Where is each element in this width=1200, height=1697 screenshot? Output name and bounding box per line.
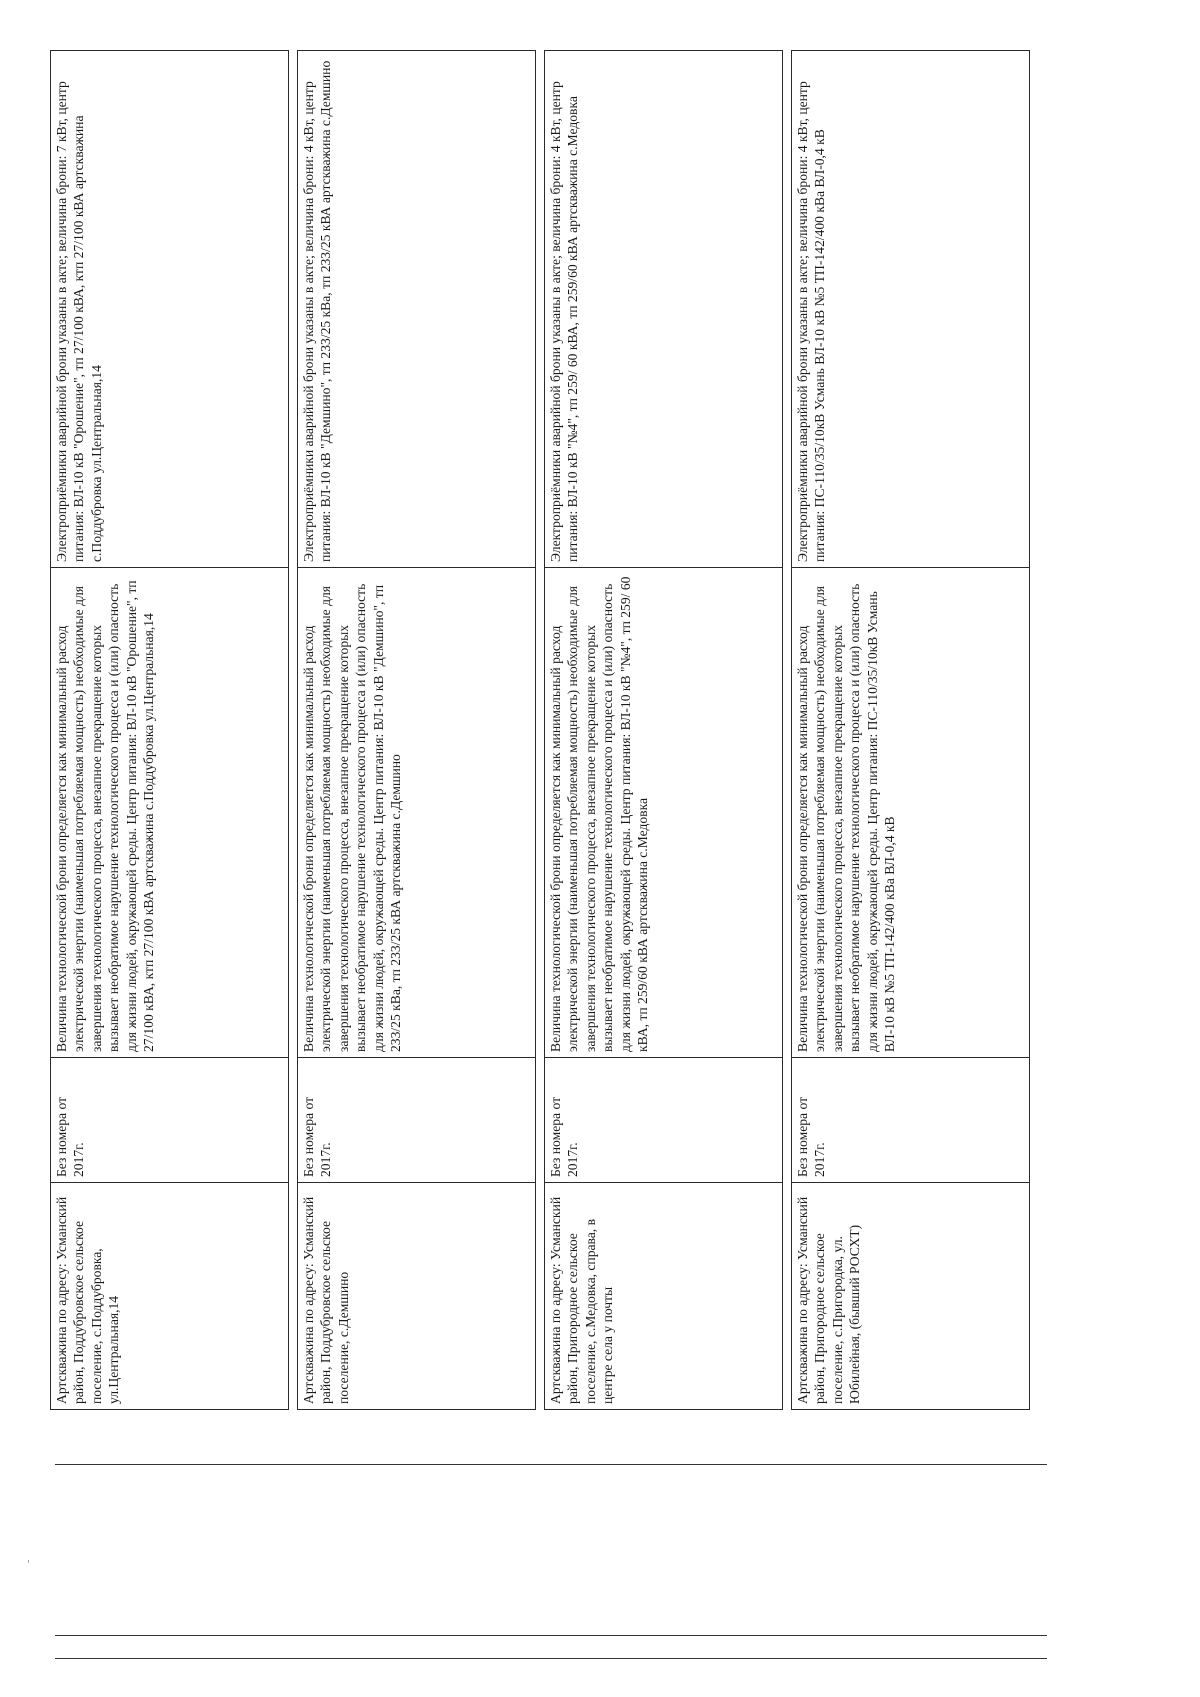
table-row — [791, 50, 1030, 1410]
tech-reserve-cell: Величина технологической брони определяется как минимальный расход электрической энергии (наименьшая потребляемая мощность) необходимые для завершения технологического процесса, внезапное прекращение которых вызывает необратимое нарушение технологического процесса и (или) опасность для жизни людей, окружающей среды. Центр питания: ВЛ-10 кВ "№4", тп 259/ 60 кВА, тп 259/60 кВА артскважина с.Медовка — [545, 568, 782, 1058]
tech-reserve-cell: Величина технологической брони определяется как минимальный расход электрической энергии (наименьшая потребляемая мощность) необходимые для завершения технологического процесса, внезапное прекращение которых вызывает необратимое нарушение технологического процесса и (или) опасность для жизни людей, окружающей среды. Центр питания: ВЛ-10 кВ "Орошение", тп 27/100 кВА, ктп 27/100 кВА артскважина с.Поддубровка ул.Центральная,14 — [51, 568, 288, 1058]
emergency-reserve-cell: Электроприёмники аварийной брони указаны в акте; величина брони: 4 кВт, центр питания: ПС-110/35/10кВ Усмань ВЛ-10 кВ №5 ТП-142/400 кВа ВЛ-0,4 кВ — [792, 49, 1029, 568]
tech-reserve-cell: Величина технологической брони определяется как минимальный расход электрической энергии (наименьшая потребляемая мощность) необходимые для завершения технологического процесса, внезапное прекращение которых вызывает необратимое нарушение технологического процесса и (или) опасность для жизни людей, окружающей среды. Центр питания: ВЛ-10 кВ "Демшино", тп 233/25 кВа, тп 233/25 кВА артскважина с.Демшино — [298, 568, 535, 1058]
rule-line — [55, 1635, 1047, 1636]
scan-mark — [28, 1560, 29, 1563]
table-row — [544, 50, 783, 1410]
table-row — [297, 50, 536, 1410]
rule-line — [55, 1658, 1047, 1659]
rotated-page-content — [50, 50, 1030, 1410]
document-cell: Без номера от 2017г. — [545, 1058, 782, 1183]
document-cell: Без номера от 2017г. — [298, 1058, 535, 1183]
table-row — [50, 50, 289, 1410]
tech-reserve-cell: Величина технологической брони определяется как минимальный расход электрической энергии (наименьшая потребляемая мощность) необходимые для завершения технологического процесса, внезапное прекращение которых вызывает необратимое нарушение технологического процесса и (или) опасность для жизни людей, окружающей среды. Центр питания: ПС-110/35/10кВ Усмань ВЛ-10 кВ №5 ТП-142/400 кВа ВЛ-0,4 кВ — [792, 568, 1029, 1058]
rule-line — [55, 1464, 1047, 1465]
document-cell: Без номера от 2017г. — [792, 1058, 1029, 1183]
document-cell: Без номера от 2017г. — [51, 1058, 288, 1183]
object-address-cell: Артскважина по адресу: Усманский район, Пригородное сельское поселение, с.Пригородка, ул. Юбилейная, (бывший РОСХТ) — [795, 1196, 863, 1404]
object-address-cell: Артскважина по адресу: Усманский район, Поддубровское сельское поселение, с.Поддубровка, ул.Центральная,14 — [54, 1196, 122, 1404]
emergency-reserve-cell: Электроприёмники аварийной брони указаны в акте; величина брони: 4 кВт, центр питания: ВЛ-10 кВ "Демшино", тп 233/25 кВа, тп 233/25 кВА артскважина с.Демшино — [298, 49, 535, 568]
object-address-cell: Артскважина по адресу: Усманский район, Пригородное сельское поселение, с.Медовка, справа, в центре села у почты — [548, 1196, 616, 1404]
emergency-reserve-cell: Электроприёмники аварийной брони указаны в акте; величина брони: 7 кВт, центр питания: ВЛ-10 кВ "Орошение", тп 27/100 кВА, ктп 27/100 кВА артскважина с.Поддубровка ул.Центральная,14 — [51, 49, 288, 568]
emergency-reserve-cell: Электроприёмники аварийной брони указаны в акте; величина брони: 4 кВт, центр питания: ВЛ-10 кВ "№4", тп 259/ 60 кВА, тп 259/60 кВА артскважина с.Медовка — [545, 49, 782, 568]
object-address-cell: Артскважина по адресу: Усманский район, Поддубровское сельское поселение, с.Демшино — [301, 1196, 351, 1404]
